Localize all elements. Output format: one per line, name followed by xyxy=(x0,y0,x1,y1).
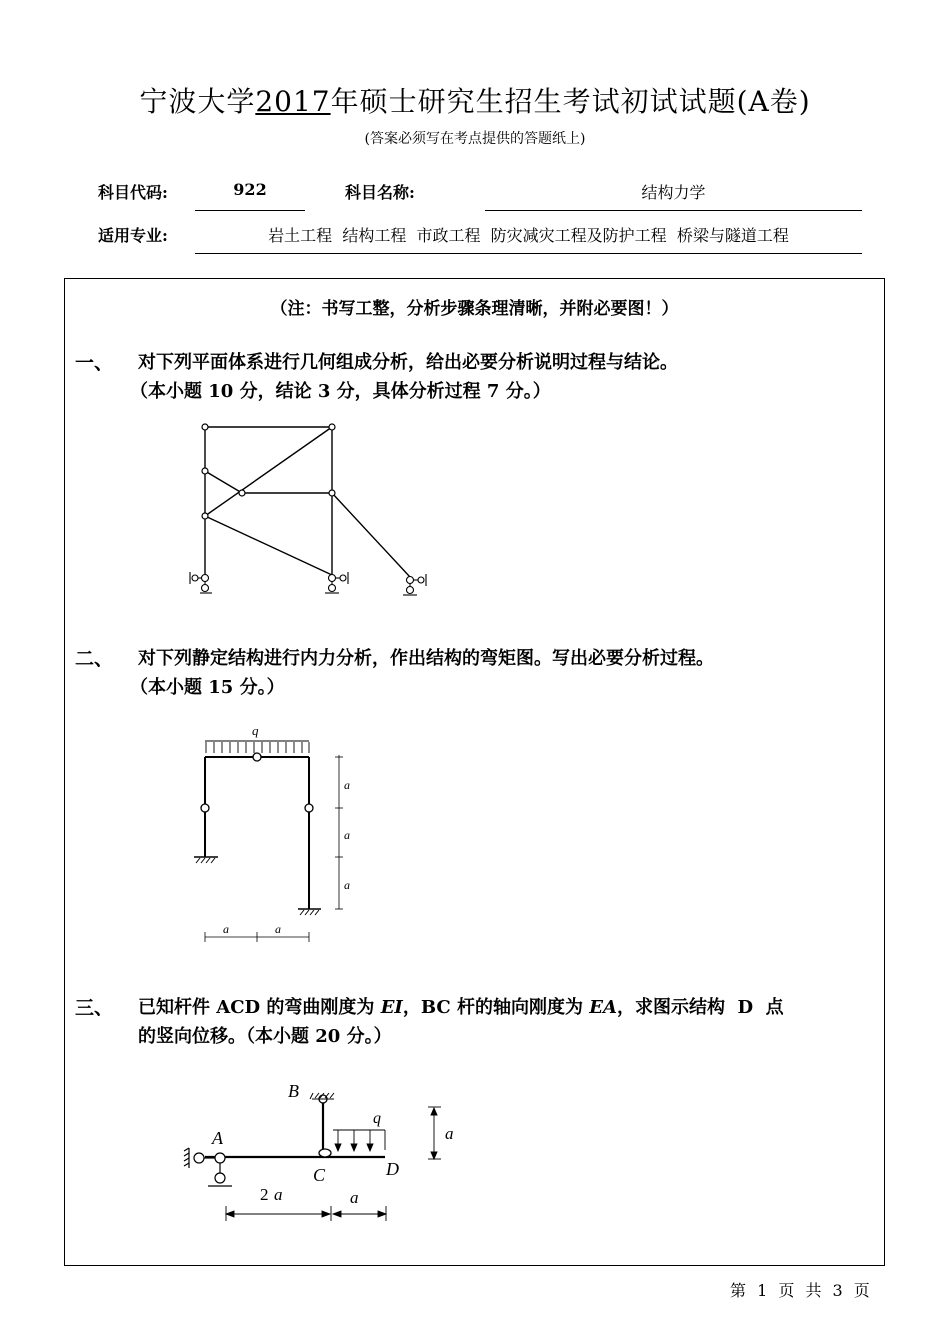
q3-text-part: ，求图示结构 D 点 xyxy=(616,997,784,1018)
q2-text-line2: （本小题 15 分。） xyxy=(130,677,285,698)
exam-subtitle: (答案必须写在考点提供的答题纸上) xyxy=(364,131,586,147)
writing-note: （注：书写工整，分析步骤条理清晰，并附必要图！） xyxy=(270,299,679,319)
q3-label-c: C xyxy=(313,1165,326,1185)
q2-dim-a: a xyxy=(344,778,350,792)
q3-text-part: ，BC 杆的轴向刚度为 xyxy=(402,997,590,1018)
q1-text-line1: 对下列平面体系进行几何组成分析，给出必要分析说明过程与结论。 xyxy=(138,352,678,373)
title-rest: 年硕士研究生招生考试初试试题(A卷) xyxy=(330,85,811,118)
q3-hinge-c xyxy=(319,1149,331,1157)
q2-number: 二、 xyxy=(75,648,114,670)
q2-dim-a: a xyxy=(344,878,350,892)
q2-load-label: q xyxy=(252,723,259,738)
subject-code-label: 科目代码: xyxy=(98,183,168,202)
q2-dim-a: a xyxy=(275,922,281,936)
subject-code: 922 xyxy=(233,180,267,199)
q1-text-line2: （本小题 10 分，结论 3 分，具体分析过程 7 分。） xyxy=(130,381,551,402)
q3-support-a xyxy=(184,1148,232,1186)
q1-number: 一、 xyxy=(75,352,114,374)
q2-dim-a: a xyxy=(344,828,350,842)
q3-vertical-dim xyxy=(428,1107,441,1159)
q3-label-b: B xyxy=(288,1081,299,1101)
q3-label-a: A xyxy=(212,1128,223,1148)
title-year: 2017 xyxy=(255,85,331,118)
title-school: 宁波大学 xyxy=(139,85,256,118)
q3-text-part: 已知杆件 ACD 的弯曲刚度为 xyxy=(138,997,381,1018)
subject-name: 结构力学 xyxy=(641,183,706,202)
q3-load-label: q xyxy=(373,1110,381,1127)
q2-dim-a: a xyxy=(223,922,229,936)
q3-ea: EA xyxy=(589,997,617,1018)
q3-dim-2a-coef: 2 xyxy=(260,1185,269,1204)
q3-number: 三、 xyxy=(75,997,114,1019)
q3-dim-a: a xyxy=(445,1124,454,1143)
q3-label-d: D xyxy=(386,1159,399,1179)
majors-label: 适用专业: xyxy=(98,226,168,245)
subject-name-label: 科目名称: xyxy=(345,183,415,202)
majors: 岩土工程 结构工程 市政工程 防灾减灾工程及防护工程 桥梁与隧道工程 xyxy=(268,226,789,245)
q3-text-line2: 的竖向位移。（本小题 20 分。） xyxy=(138,1026,392,1047)
q3-distributed-load xyxy=(333,1130,385,1151)
q3-horizontal-dims xyxy=(226,1206,386,1221)
q3-dim-a: a xyxy=(350,1188,359,1207)
q2-text-line1: 对下列静定结构进行内力分析，作出结构的弯矩图。写出必要分析过程。 xyxy=(138,648,714,669)
q3-dim-2a-var: a xyxy=(274,1185,283,1204)
page-number: 第 1 页 共 3 页 xyxy=(730,1281,870,1300)
q3-ei: EI xyxy=(380,997,403,1018)
